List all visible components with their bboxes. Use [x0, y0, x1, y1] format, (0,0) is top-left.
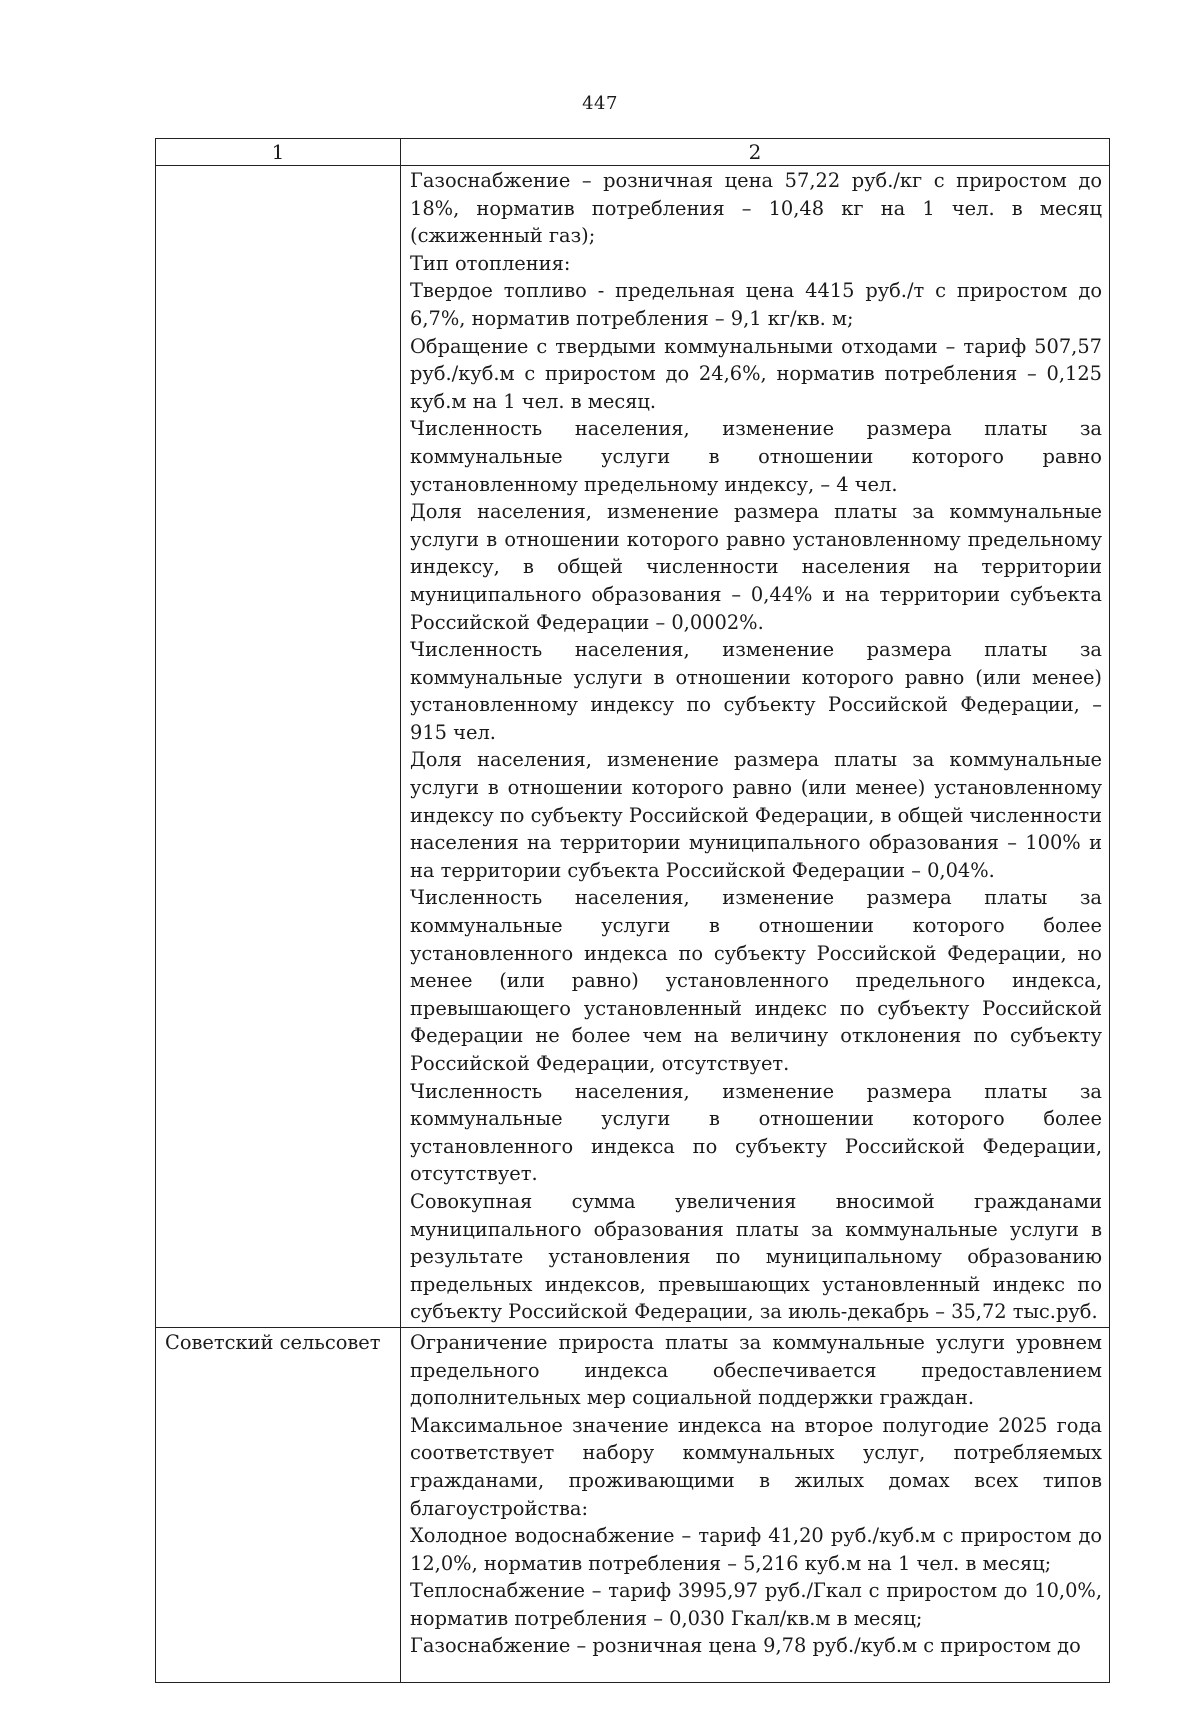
paragraph: Холодное водоснабжение – тариф 41,20 руб./куб.м с приростом до 12,0%, норматив потребления – 5,216 куб.м на 1 чел. в месяц;: [410, 1524, 1102, 1575]
column-header-2: 2: [401, 139, 1110, 166]
paragraph: Газоснабжение – розничная цена 57,22 руб./кг с приростом до 18%, норматив потребления – 10,48 кг на 1 чел. в месяц (сжиженный газ);: [410, 169, 1102, 248]
column-header-1: 1: [156, 139, 401, 166]
municipality-cell: Советский сельсовет: [156, 1327, 401, 1682]
paragraph: Численность населения, изменение размера платы за коммунальные услуги в отношении которого равно (или менее) установленному индексу по субъекту Российской Федерации, – 915 чел.: [410, 638, 1102, 744]
paragraph: Численность населения, изменение размера платы за коммунальные услуги в отношении которого равно установленному предельному индексу, – 4 чел.: [410, 417, 1102, 496]
table-header-row: [156, 139, 1110, 166]
paragraph: Тип отопления:: [410, 251, 571, 275]
paragraph: Численность населения, изменение размера платы за коммунальные услуги в отношении которого более установленного индекса по субъекту Российской Федерации, отсутствует.: [410, 1079, 1102, 1186]
paragraph: Максимальное значение индекса на второе полугодие 2025 года соответствует набору коммунальных услуг, потребляемых гражданами, проживающими в жилых домах всех типов благоустройства:: [410, 1413, 1102, 1520]
paragraph: Численность населения, изменение размера платы за коммунальные услуги в отношении которого более установленного индекса по субъекту Российской Федерации, но менее (или равно) установленного предельного индекса, превышающего установленный индекс по субъекту Российской Федерации не более чем на величину отклонения по субъекту Российской Федерации, отсутствует.: [410, 886, 1102, 1075]
paragraph: Обращение с твердыми коммунальными отходами – тариф 507,57 руб./куб.м с приростом до 24,6%, норматив потребления – 0,125 куб.м на 1 чел. в месяц.: [410, 334, 1102, 413]
description-cell: [401, 1327, 1110, 1682]
page-number: 447: [582, 93, 618, 114]
paragraph: Газоснабжение – розничная цена 9,78 руб./куб.м с приростом до: [410, 1634, 1081, 1658]
paragraph: Доля населения, изменение размера платы за коммунальные услуги в отношении которого равно (или менее) установленному индексу по субъекту Российской Федерации, в общей численности населения на территории муниципального образования – 100% и на территории субъекта Российской Федерации – 0,04%.: [410, 748, 1102, 882]
tariff-table: [155, 138, 1110, 1683]
cell-content: [410, 1329, 1102, 1681]
paragraph: Совокупная сумма увеличения вносимой гражданами муниципального образования платы за коммунальные услуги в результате установления по муниципальному образованию предельных индексов, превышающих установленный индекс по субъекту Российской Федерации, за июль-декабрь – 35,72 тыс.руб.: [410, 1189, 1102, 1324]
table-row: [156, 166, 1110, 1328]
paragraph: Теплоснабжение – тариф 3995,97 руб./Гкал с приростом до 10,0%, норматив потребления – 0,030 Гкал/кв.м в месяц;: [410, 1579, 1102, 1630]
description-cell: [401, 166, 1110, 1328]
table-row: [156, 1327, 1110, 1682]
paragraph: Ограничение прироста платы за коммунальные услуги уровнем предельного индекса обеспечивается предоставлением дополнительных мер социальной поддержки граждан.: [410, 1330, 1102, 1410]
paragraph: Твердое топливо - предельная цена 4415 руб./т с приростом до 6,7%, норматив потребления – 9,1 кг/кв. м;: [410, 279, 1102, 330]
municipality-cell: [156, 166, 401, 1328]
paragraph: Доля населения, изменение размера платы за коммунальные услуги в отношении которого равно установленному предельному индексу, в общей численности населения на территории муниципального образования – 0,44% и на территории субъекта Российской Федерации – 0,0002%.: [410, 500, 1102, 634]
